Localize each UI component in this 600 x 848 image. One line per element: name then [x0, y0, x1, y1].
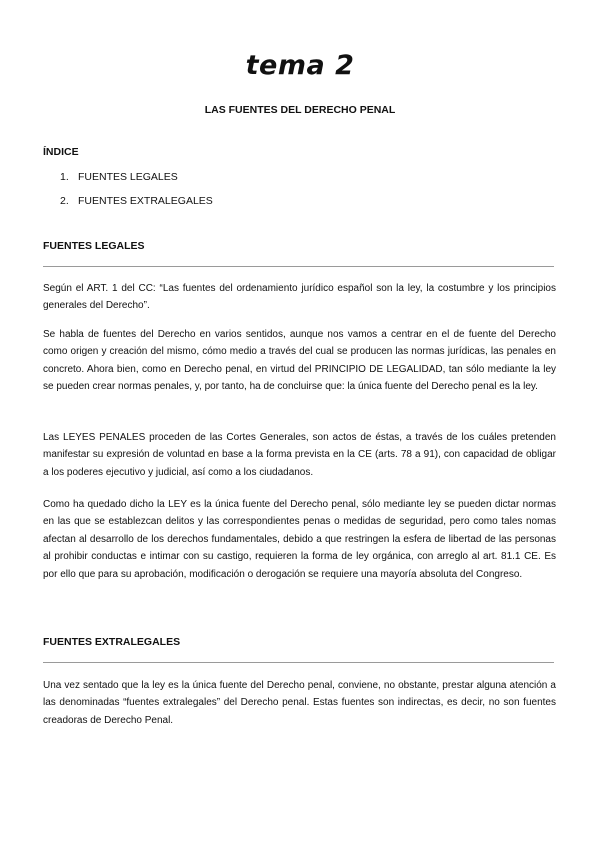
index-list	[60, 168, 213, 216]
paragraph: Una vez sentado que la ley es la única fuente del Derecho penal, conviene, no obstante, prestar alguna atención a las denominadas “fuentes extralegales” del Derecho penal. Estas fuentes son indirectas, es decir, no son fuentes creadoras de Derecho Penal.	[43, 680, 556, 726]
index-item	[60, 192, 213, 216]
index-item-number: 1.	[60, 171, 69, 183]
index-item-number: 2.	[60, 195, 69, 207]
index-heading: ÍNDICE	[43, 146, 79, 158]
section-heading-fuentes-legales: FUENTES LEGALES	[43, 240, 145, 252]
section-divider	[43, 266, 554, 267]
section-heading-fuentes-extralegales: FUENTES EXTRALEGALES	[43, 636, 181, 648]
paragraph: Según el ART. 1 del CC: “Las fuentes del ordenamiento jurídico español son la ley, la costumbre y los principios generales del Derecho”.	[43, 283, 556, 312]
index-item	[60, 168, 213, 192]
index-item-label: FUENTES EXTRALEGALES	[78, 195, 213, 207]
page-title: tema 2	[245, 50, 355, 81]
paragraph: Se habla de fuentes del Derecho en varios sentidos, aunque nos vamos a centrar en el de fuente del Derecho como origen y creación del mismo, cómo medio a través del cual se producen las normas jurídicas, las penales en concreto. Ahora bien, como en Derecho penal, en virtud del PRINCIPIO DE LEGALIDAD, tan sólo mediante la ley se pueden crear normas penales, y, por tanto, ha de concluirse que: la única fuente del Derecho penal es la ley.	[43, 329, 556, 393]
section-divider	[43, 662, 554, 663]
index-item-label: FUENTES LEGALES	[78, 171, 178, 183]
document-subtitle: LAS FUENTES DEL DERECHO PENAL	[204, 104, 396, 116]
paragraph: Las LEYES PENALES proceden de las Cortes Generales, son actos de éstas, a través de los cuáles pretenden manifestar su expresión de voluntad en base a la forma prevista en la CE (arts. 78 a 91), con capacidad de obligar a los poderes ejecutivo y judicial, así como a los ciudadanos.	[43, 432, 556, 478]
paragraph: Como ha quedado dicho la LEY es la única fuente del Derecho penal, sólo mediante ley se pueden dictar normas en las que se establezcan delitos y las correspondientes penas o medidas de seguridad, pero como tales nomas afectan al desarrollo de los derechos fundamentales, debido a que restringen la esfera de libertad de las personas al prohibir conductas e intimar con su castigo, requieren la forma de ley orgánica, con arreglo al art. 81.1 CE. Es por ello que para su aprobación, modificación o derogación se requiere una mayoría absoluta del Congreso.	[43, 499, 556, 580]
